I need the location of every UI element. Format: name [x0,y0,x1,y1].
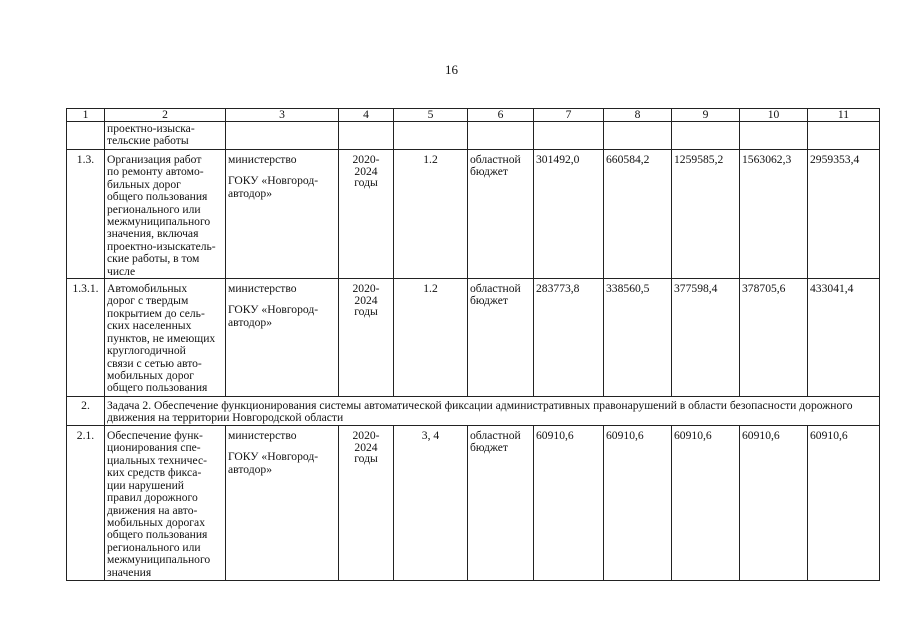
table-row-continuation [67,122,880,150]
table-row [67,150,880,279]
column-header: 9 [672,109,740,122]
table-row [67,426,880,581]
amount-col11: 2959353,4 [808,150,880,279]
amount-col9: 60910,6 [672,426,740,581]
column-header: 5 [394,109,468,122]
amount-col7: 283773,8 [534,279,604,397]
row-number: 2.1. [67,426,105,581]
executor-goku: ГОКУ «Новгород- автодор» [228,174,319,200]
amount-col9: 1259585,2 [672,150,740,279]
program-table [66,108,880,581]
period: 2020- 2024 годы [339,426,394,581]
column-header: 2 [105,109,226,122]
column-header: 7 [534,109,604,122]
table-header-row [67,109,880,122]
amount-col7: 60910,6 [534,426,604,581]
activity-name: проектно-изыска- тельские работы [105,122,226,150]
executors [226,150,339,279]
column-header: 6 [468,109,534,122]
column-header: 8 [604,109,672,122]
executor-ministry: министерство [228,429,297,443]
amount-col7: 301492,0 [534,150,604,279]
amount-col8: 338560,5 [604,279,672,397]
activity-name: Организация работ по ремонту автомо- бильных дорог общего пользования регионального или межмуниципального значения, включая проектно-изыскатель- ские работы, в том числе [105,150,226,279]
amount-col9: 377598,4 [672,279,740,397]
row-number: 2. [67,397,105,426]
column-header: 10 [740,109,808,122]
amount-col10: 1563062,3 [740,150,808,279]
executor-goku: ГОКУ «Новгород- автодор» [228,450,319,476]
period: 2020- 2024 годы [339,150,394,279]
amount-col11: 60910,6 [808,426,880,581]
page-number: 16 [445,62,458,77]
activity-name: Автомобильных дорог с твердым покрытием до сель- ских населенных пунктов, не имеющих круглогодичной связи с сетью авто- мобильных дорог общего пользования [105,279,226,397]
task-row [67,397,880,426]
amount-col8: 60910,6 [604,426,672,581]
funding-source: областной бюджет [468,426,534,581]
column-header: 1 [67,109,105,122]
amount-col10: 378705,6 [740,279,808,397]
executors [226,279,339,397]
column-header: 4 [339,109,394,122]
target-indicator: 1.2 [394,150,468,279]
column-header: 3 [226,109,339,122]
row-number: 1.3. [67,150,105,279]
executor-goku: ГОКУ «Новгород- автодор» [228,303,319,329]
row-number: 1.3.1. [67,279,105,397]
executor-ministry: министерство [228,153,297,166]
column-header: 11 [808,109,880,122]
table-row [67,279,880,397]
funding-source: областной бюджет [468,279,534,397]
task-description: Задача 2. Обеспечение функционирования системы автоматической фиксации административных правонарушений в области безопасности дорожного движения на территории Новгородской области [105,397,880,426]
executor-ministry: министерство [228,282,297,296]
executors [226,426,339,581]
target-indicator: 1.2 [394,279,468,397]
activity-name: Обеспечение функ- ционирования спе- циальных техничес- ких средств фикса- ции нарушений правил дорожного движения на авто- мобильных дорогах общего пользования регионального или межмуниципального значения [105,426,226,581]
funding-source: областной бюджет [468,150,534,279]
amount-col8: 660584,2 [604,150,672,279]
amount-col10: 60910,6 [740,426,808,581]
amount-col11: 433041,4 [808,279,880,397]
target-indicator: 3, 4 [394,426,468,581]
period: 2020- 2024 годы [339,279,394,397]
